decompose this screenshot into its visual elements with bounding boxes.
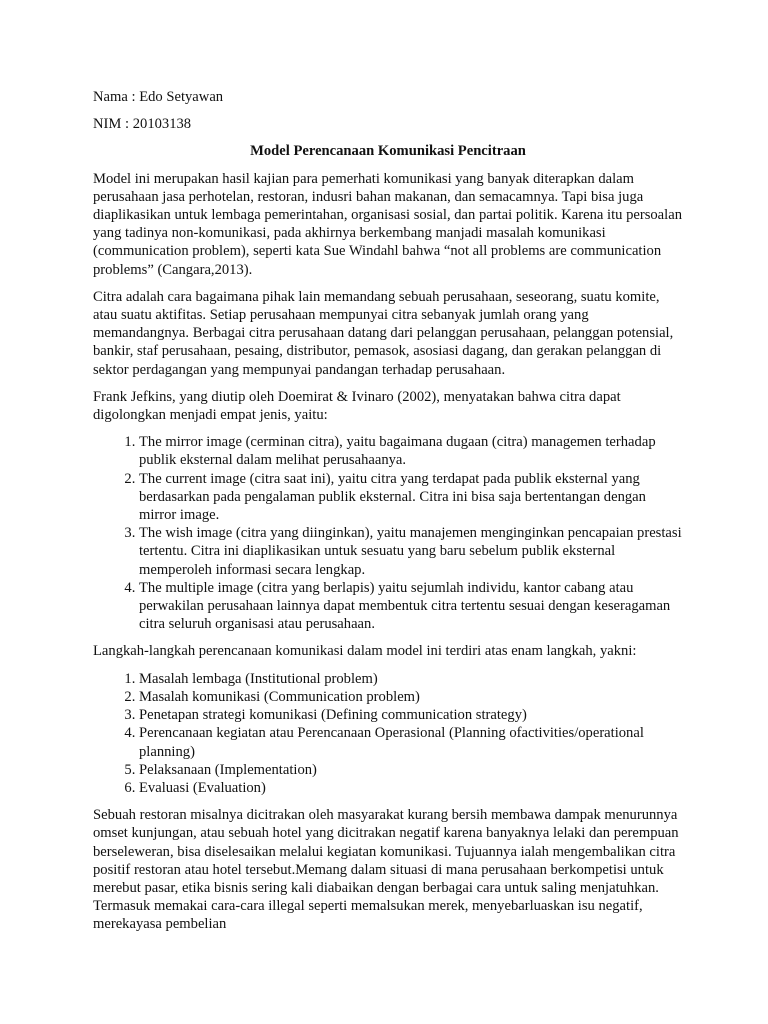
document-title: Model Perencanaan Komunikasi Pencitraan <box>250 143 526 160</box>
paragraph-steps-intro: Langkah-langkah perencanaan komunikasi dalam model ini terdiri atas enam langkah, yakni: <box>93 643 637 660</box>
image-types-list <box>93 433 683 633</box>
list-item: 3. The wish image (citra yang diinginkan), yaitu manajemen menginginkan pencapaian prestasi tertentu. Citra ini diaplikasikan untuk sesuatu yang baru sebelum publik eksternal memperoleh informasi secara lengkap. <box>139 524 683 579</box>
list-item: 1. Masalah lembaga (Institutional problem) <box>139 670 683 688</box>
list-item: 2. The current image (citra saat ini), yaitu citra yang terdapat pada publik eksternal yang berdasarkan pada pengalaman publik eksternal. Citra ini bisa saja bertentangan dengan mirror image. <box>139 470 683 525</box>
document-page <box>93 88 683 943</box>
list-item: 4. Perencanaan kegiatan atau Perencanaan Operasional (Planning ofactivities/operational planning) <box>139 724 683 760</box>
paragraph-restaurant-example: Sebuah restoran misalnya dicitrakan oleh masyarakat kurang bersih membawa dampak menurunnya omset kunjungan, atau sebuah hotel yang dicitrakan negatif karena banyaknya lelaki dan perempuan berseleweran, bisa diselesaikan melalui kegiatan komunikasi. Tujuannya ialah mengembalikan citra positif restoran atau hotel tersebut.Memang dalam situasi di mana perusahaan berkompetisi untuk merebut pasar, etika bisnis sering kali diabaikan dengan berbagai cara untuk saling menjatuhkan. Termasuk memakai cara-cara illegal seperti memalsukan merek, menyebarluaskan isu negatif, merekayasa pembelian <box>93 807 679 933</box>
list-item: 5. Pelaksanaan (Implementation) <box>139 761 683 779</box>
student-id: NIM : 20103138 <box>93 116 192 133</box>
list-item: 4. The multiple image (citra yang berlapis) yaitu sejumlah individu, kantor cabang atau perwakilan perusahaan lainnya dapat membentuk citra tertentu sesuai dengan keseragaman citra seluruh organisasi atau perusahaan. <box>139 579 683 634</box>
paragraph-citra-definition: Citra adalah cara bagaimana pihak lain memandang sebuah perusahaan, seseorang, suatu komite, atau suatu aktifitas. Setiap perusahaan mempunyai citra sebanyak jumlah orang yang memandangnya. Berbagai citra perusahaan datang dari pelanggan perusahaan, pelanggan potensial, bankir, staf perusahaan, pesaing, distributor, pemasok, asosiasi dagang, dan gerakan pelanggan di sektor perdagangan yang mempunyai pandangan terhadap perusahaan. <box>93 288 674 378</box>
list-item: 1. The mirror image (cerminan citra), yaitu bagaimana dugaan (citra) managemen terhadap publik eksternal dalam melihat perusahaanya. <box>139 433 683 469</box>
planning-steps-list <box>93 670 683 797</box>
list-item: 2. Masalah komunikasi (Communication problem) <box>139 688 683 706</box>
list-item: 3. Penetapan strategi komunikasi (Defining communication strategy) <box>139 706 683 724</box>
list-item: 6. Evaluasi (Evaluation) <box>139 779 683 797</box>
paragraph-intro: Model ini merupakan hasil kajian para pemerhati komunikasi yang banyak diterapkan dalam perusahaan jasa perhotelan, restoran, indusri bahan makanan, dan semacamnya. Tapi bisa juga diaplikasikan untuk lembaga pemerintahan, organisasi sosial, dan partai politik. Karena itu persoalan yang tadinya non-komunikasi, pada akhirnya berkembang manjadi masalah komunikasi (communication problem), seperti kata Sue Windahl bahwa “not all problems are communication problems” (Cangara,2013). <box>93 170 682 278</box>
author-name: Nama : Edo Setyawan <box>93 89 224 105</box>
paragraph-jefkins: Frank Jefkins, yang diutip oleh Doemirat & Ivinaro (2002), menyatakan bahwa citra dapat digolongkan menjadi empat jenis, yaitu: <box>93 388 621 424</box>
